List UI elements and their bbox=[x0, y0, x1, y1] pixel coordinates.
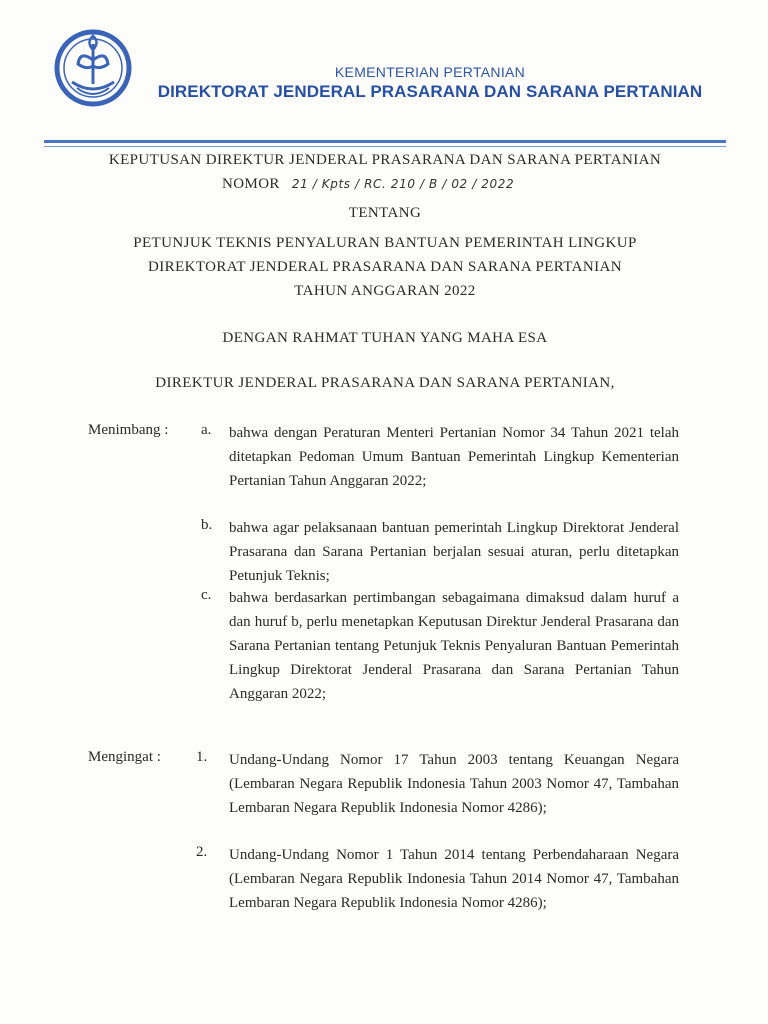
menimbang-marker-b: b. bbox=[201, 517, 213, 533]
directorate-name: DIREKTORAT JENDERAL PRASARANA DAN SARANA PERTANIAN bbox=[157, 82, 703, 101]
blessing-line: DENGAN RAHMAT TUHAN YANG MAHA ESA bbox=[222, 330, 548, 346]
decree-number bbox=[222, 176, 514, 193]
mengingat-marker-2: 2. bbox=[196, 844, 208, 860]
ministry-emblem-icon bbox=[50, 20, 136, 116]
menimbang-item-a: bahwa dengan Peraturan Menteri Pertanian Nomor 34 Tahun 2021 telah ditetapkan Pedoman Umum Bantuan Pemerintah Lingkup Kementerian Pertanian Tahun Anggaran 2022; bbox=[229, 425, 679, 489]
ministry-name: KEMENTERIAN PERTANIAN bbox=[334, 64, 526, 80]
decree-title: KEPUTUSAN DIREKTUR JENDERAL PRASARANA DAN SARANA PERTANIAN bbox=[108, 152, 662, 168]
menimbang-label: Menimbang : bbox=[88, 422, 169, 438]
menimbang-marker-a: a. bbox=[201, 422, 212, 438]
subject-line-3: TAHUN ANGGARAN 2022 bbox=[294, 283, 476, 299]
letterhead-divider-thin bbox=[44, 146, 726, 147]
letterhead-divider bbox=[44, 140, 726, 143]
menimbang-marker-c: c. bbox=[201, 587, 212, 603]
subject-line-1: PETUNJUK TEKNIS PENYALURAN BANTUAN PEMERINTAH LINGKUP bbox=[133, 235, 637, 251]
menimbang-item-b: bahwa agar pelaksanaan bantuan pemerintah Lingkup Direktorat Jenderal Prasarana dan Sarana Pertanian berjalan sesuai aturan, perlu ditetapkan Petunjuk Teknis; bbox=[229, 520, 679, 584]
mengingat-item-1: Undang-Undang Nomor 17 Tahun 2003 tentang Keuangan Negara (Lembaran Negara Republik Indonesia Tahun 2003 Nomor 47, Tambahan Lembaran Negara Republik Indonesia Nomor 4286); bbox=[229, 752, 679, 816]
tentang-heading: TENTANG bbox=[348, 205, 422, 221]
mengingat-marker-1: 1. bbox=[196, 749, 208, 765]
subject-line-2: DIREKTORAT JENDERAL PRASARANA DAN SARANA PERTANIAN bbox=[148, 259, 622, 275]
official-title: DIREKTUR JENDERAL PRASARANA DAN SARANA PERTANIAN, bbox=[155, 375, 615, 391]
mengingat-label: Mengingat : bbox=[88, 749, 161, 765]
nomor-value: 21 / Kpts / RC. 210 / B / 02 / 2022 bbox=[291, 177, 515, 191]
mengingat-item-2: Undang-Undang Nomor 1 Tahun 2014 tentang Perbendaharaan Negara (Lembaran Negara Republik Indonesia Tahun 2014 Nomor 47, Tambahan Lembaran Negara Republik Indonesia Nomor 4286); bbox=[229, 847, 679, 911]
menimbang-item-c: bahwa berdasarkan pertimbangan sebagaimana dimaksud dalam huruf a dan huruf b, perlu menetapkan Keputusan Direktur Jenderal Prasarana dan Sarana Pertanian tentang Petunjuk Teknis Penyaluran Bantuan Pemerintah Lingkup Direktorat Jenderal Prasarana dan Sarana Pertanian Tahun Anggaran 2022; bbox=[229, 590, 679, 702]
nomor-label: NOMOR bbox=[222, 176, 280, 192]
